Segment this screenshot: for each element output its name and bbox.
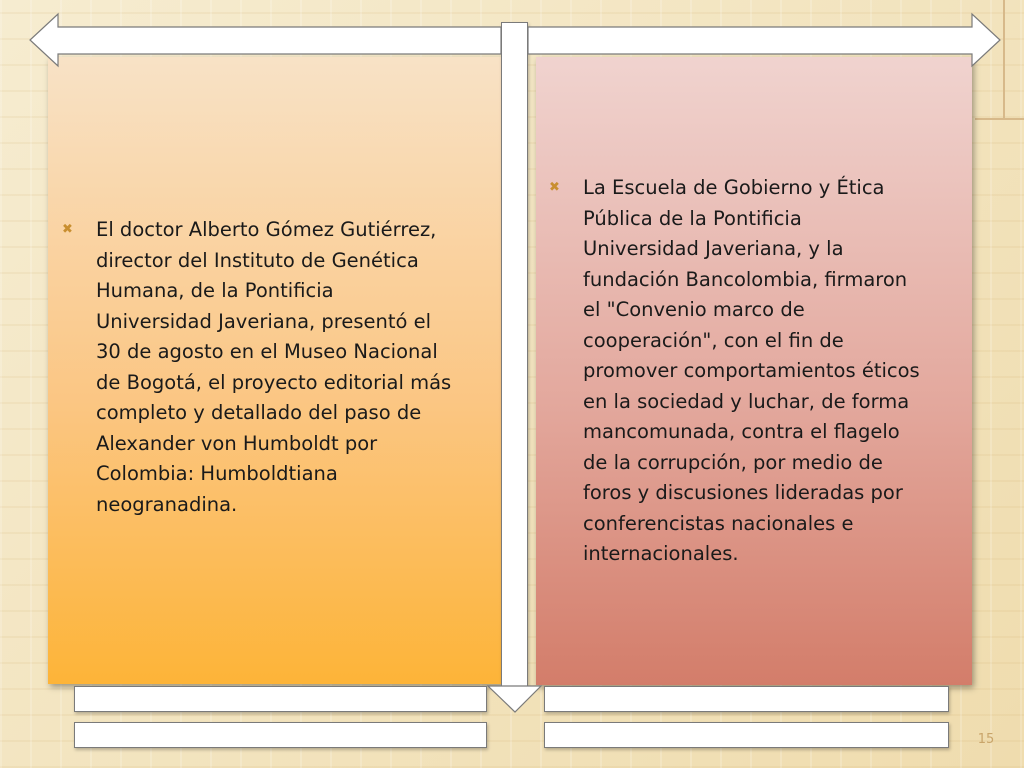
- bottom-strip-right-2: [544, 722, 949, 748]
- right-bullet-item: [549, 173, 965, 570]
- right-bullet-text: La Escuela de Gobierno y Ética Pública de la Pontificia Universidad Javeriana, y la fundación Bancolombia, firmaron el "Convenio marco de cooperación", con el fin de promover comportamientos éticos en la sociedad y luchar, de forma mancomunada, contra el flagelo de la corrupción, por medio de foros y discusiones lideradas por conferencistas nacionales e internacionales.: [583, 176, 920, 565]
- bullet-icon: ✖: [549, 180, 560, 195]
- left-bullet-text: El doctor Alberto Gómez Gutiérrez, director del Instituto de Genética Humana, de la Pontificia Universidad Javeriana, presentó el 30 de agosto en el Museo Nacional de Bogotá, el proyecto editorial más completo y detallado del paso de Alexander von Humboldt por Colombia: Humboldtiana neogranadina.: [96, 218, 452, 516]
- left-bullet-item: [62, 215, 494, 520]
- bottom-strip-left-1: [74, 686, 487, 712]
- bottom-strip-left-2: [74, 722, 487, 748]
- bottom-strip-right-1: [544, 686, 949, 712]
- left-arrow-icon: [30, 14, 501, 66]
- bullet-icon: ✖: [62, 222, 73, 237]
- right-arrow-icon: [528, 14, 1000, 66]
- down-arrow-icon: [488, 686, 541, 712]
- page-number: 15: [977, 732, 995, 747]
